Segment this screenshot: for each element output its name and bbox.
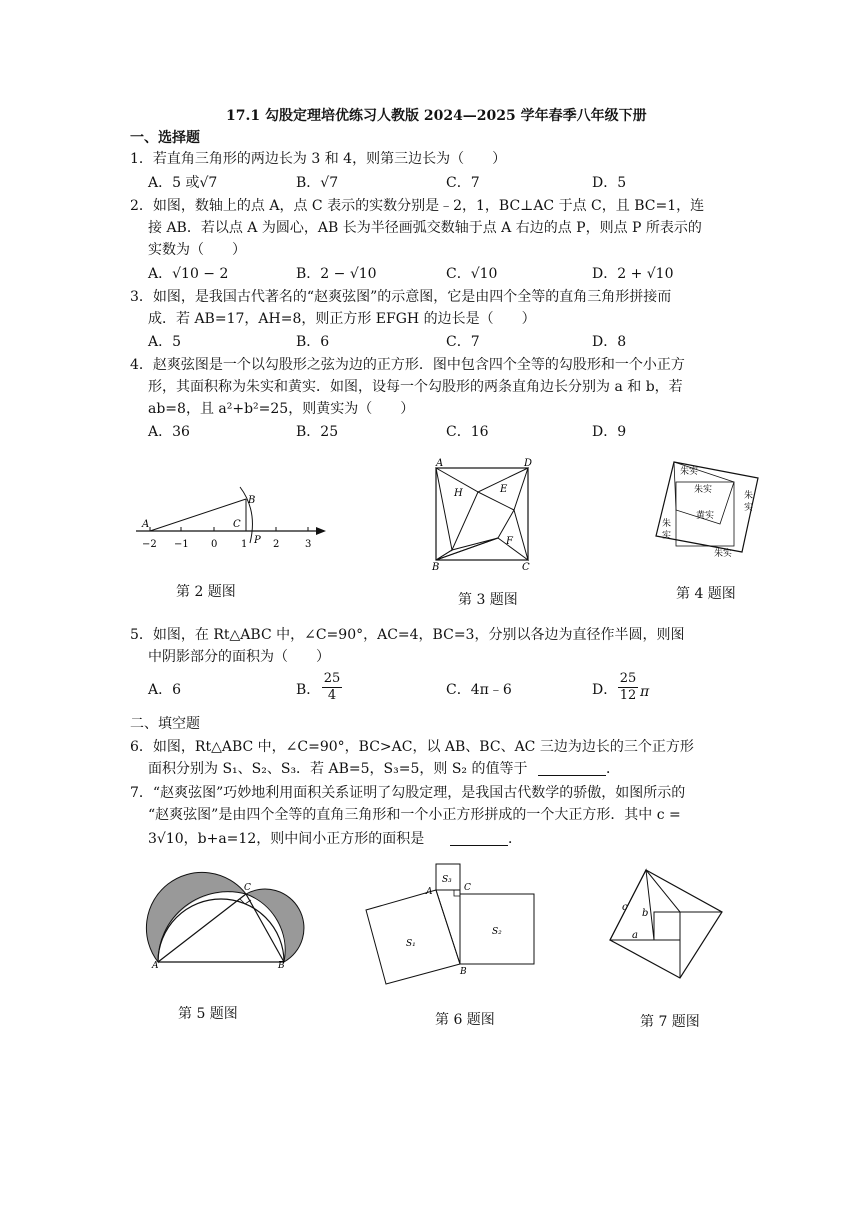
fig6-label-s1: S₁ (406, 939, 416, 949)
figure-2-caption: 第 2 题图 (176, 584, 236, 600)
q3-option-c: C．7 (446, 334, 480, 350)
q4-option-d: D．9 (592, 424, 627, 440)
question-2-line3: 实数为（ ） (148, 242, 246, 258)
fig4-zhu-right-2: 实 (744, 503, 754, 513)
q5-option-d-label: D． (592, 682, 618, 698)
fig5-label-c: C (244, 883, 251, 893)
question-3-line1: 3．如图，是我国古代著名的“赵爽弦图”的示意图，它是由四个全等的直角三角形拼接而 (130, 289, 672, 305)
question-5-line2: 中阴影部分的面积为（ ） (148, 649, 330, 665)
q1-option-c: C．7 (446, 175, 480, 191)
figure-3-zhao-shuang-diagram (430, 458, 540, 578)
q5-option-b-fraction: 25 4 (323, 671, 341, 703)
fig7-label-c: c (622, 902, 628, 913)
fig6-label-a: A (426, 887, 433, 897)
fig7-label-a: a (632, 930, 638, 941)
figure-2-number-line (136, 485, 336, 555)
figure-6-three-squares (362, 860, 542, 990)
question-3-line2: 成．若 AB=17，AH=8，则正方形 EFGH 的边长是（ ） (148, 311, 536, 327)
fig2-label-c: C (233, 519, 241, 530)
question-6-line2: 面积分别为 S₁、S₂、S₃．若 AB=5，S₃=5，则 S₂ 的值等于 (148, 761, 528, 777)
fig6-label-c: C (464, 883, 471, 893)
fig6-label-b: B (460, 967, 467, 977)
fig3-label-d: D (524, 458, 533, 469)
q4-option-b: B．25 (296, 424, 339, 440)
figure-4-caption: 第 4 题图 (676, 586, 736, 602)
fig2-tick-3: 3 (305, 539, 312, 550)
fig3-label-c: C (522, 562, 530, 573)
q4-option-c: C．16 (446, 424, 489, 440)
question-4-line3: ab=8，且 a²+b²=25，则黄实为（ ） (148, 401, 415, 417)
figure-5-semicircles (148, 868, 308, 971)
figure-6-caption: 第 6 题图 (435, 1012, 495, 1028)
figure-7-zhao-shuang-square (604, 866, 734, 986)
q5-option-c: C．4π﹣6 (446, 682, 512, 698)
q5-option-b-label: B． (296, 682, 321, 698)
q7-tail: ． (508, 831, 522, 847)
fig5-label-b: B (278, 961, 285, 971)
question-6-line1: 6．如图，Rt△ABC 中，∠C=90°，BC>AC，以 AB、BC、AC 三边为边长的三个正方形 (130, 739, 694, 755)
figure-7-caption: 第 7 题图 (640, 1014, 700, 1030)
q5-option-a: A．6 (148, 682, 182, 698)
q7-answer-blank[interactable] (450, 845, 508, 846)
fig2-tick-minus1: −1 (174, 539, 189, 550)
fig4-zhu-top: 朱实 (680, 467, 699, 477)
question-2-line1: 2．如图，数轴上的点 A，点 C 表示的实数分别是﹣2，1，BC⊥AC 于点 C，且 BC=1，连 (130, 198, 705, 214)
fig4-zhu-left-1: 朱 (662, 519, 672, 529)
fig3-label-a: A (436, 458, 444, 469)
question-7-line2: “赵爽弦图”是由四个全等的直角三角形和一个小正方形拼成的一个大正方形．其中 c = (148, 807, 681, 823)
fig4-huang: 黄实 (696, 511, 715, 521)
fig2-tick-0: 0 (211, 539, 218, 550)
question-7-line1: 7．“赵爽弦图”巧妙地利用面积关系证明了勾股定理，是我国古代数学的骄傲，如图所示的 (130, 785, 686, 801)
fig2-label-a: A (142, 519, 150, 530)
fig3-label-h: H (454, 488, 463, 499)
fig3-label-b: B (432, 562, 440, 573)
question-4-line1: 4．赵爽弦图是一个以勾股形之弦为边的正方形．图中包含四个全等的勾股形和一个小正方 (130, 357, 685, 373)
q3-option-d: D．8 (592, 334, 627, 350)
q1-option-d: D．5 (592, 175, 627, 191)
question-5-line1: 5．如图，在 Rt△ABC 中，∠C=90°，AC=4，BC=3，分别以各边为直径作半圆，则图 (130, 627, 685, 643)
q1-option-b: B．√7 (296, 175, 339, 191)
question-4-line2: 形，其面积称为朱实和黄实．如图，设每一个勾股形的两条直角边长分别为 a 和 b，若 (148, 379, 683, 395)
q2-option-a: A．√10 − 2 (148, 266, 229, 282)
fig4-zhu-left-2: 实 (662, 531, 672, 541)
fig2-label-b: B (248, 495, 256, 506)
fig3-label-e: E (500, 484, 508, 495)
q3-option-b: B．6 (296, 334, 330, 350)
fig2-tick-1: 1 (241, 539, 248, 550)
fig4-zhu-bottom: 朱实 (714, 549, 733, 559)
fig7-label-b: b (642, 908, 649, 919)
q1-option-a: A．5 或√7 (148, 175, 218, 191)
section-heading-choice: 一、选择题 (130, 130, 200, 146)
q5-option-d-pi: π (640, 684, 650, 700)
q2-option-b: B．2 − √10 (296, 266, 377, 282)
fig2-tick-minus2: −2 (142, 539, 157, 550)
q4-option-a: A．36 (148, 424, 190, 440)
figure-3-caption: 第 3 题图 (458, 592, 518, 608)
question-1-stem: 1．若直角三角形的两边长为 3 和 4，则第三边长为（ ） (130, 151, 507, 167)
figure-4-zhu-huang-diagram (648, 456, 768, 566)
section-heading-fill: 二、填空题 (130, 716, 200, 732)
fig4-zhu-inner: 朱实 (694, 485, 713, 495)
fig6-label-s2: S₂ (492, 927, 502, 937)
q2-option-c: C．√10 (446, 266, 498, 282)
question-7-line3: 3√10，b+a=12，则中间小正方形的面积是 (148, 831, 425, 847)
fig2-tick-2: 2 (273, 539, 280, 550)
figure-5-caption: 第 5 题图 (178, 1006, 238, 1022)
question-2-line2: 接 AB．若以点 A 为圆心，AB 长为半径画弧交数轴于点 A 右边的点 P，则点 P 所表示的 (148, 220, 702, 236)
q3-option-a: A．5 (148, 334, 182, 350)
q5-option-d-fraction: 25 12 (619, 671, 637, 703)
q6-answer-blank[interactable] (538, 775, 606, 776)
fig2-label-p: P (254, 535, 261, 546)
fig6-label-s3: S₃ (442, 875, 452, 885)
fig4-zhu-right-1: 朱 (744, 491, 754, 501)
q6-tail: ． (606, 761, 620, 777)
page-title: 17.1 勾股定理培优练习人教版 2024—2025 学年春季八年级下册 (226, 108, 647, 124)
fig3-label-f: F (506, 536, 513, 547)
fig5-label-a: A (152, 961, 159, 971)
q2-option-d: D．2 + √10 (592, 266, 674, 282)
